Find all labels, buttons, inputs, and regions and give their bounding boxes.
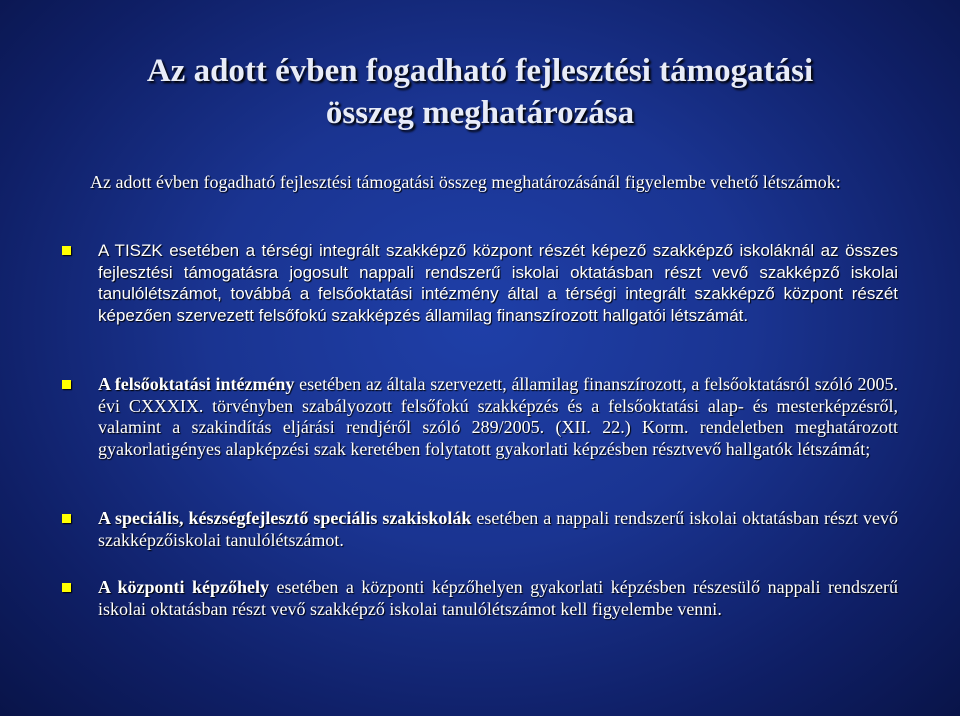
bullet-lead: A felsőoktatási intézmény — [98, 374, 295, 394]
title-line-1: Az adott évben fogadható fejlesztési támogatási — [146, 53, 814, 89]
bullet-text — [98, 508, 898, 551]
square-bullet-icon — [62, 514, 71, 523]
square-bullet-icon — [62, 380, 71, 389]
slide-title — [60, 50, 900, 134]
bullet-text — [98, 374, 898, 460]
bullet-text — [98, 577, 898, 620]
bullet-body: esetében a nappali rendszerű iskolai oktatásban részt vevő szakképzőiskolai tanulólétszámot. — [98, 508, 898, 550]
bullet-body: esetében a központi képzőhelyen gyakorlati képzésben részesülő nappali rendszerű iskolai oktatásban részt vevő szakképző iskolai tanulólétszámot kell figyelembe venni. — [98, 577, 898, 619]
bullet-lead: A központi képzőhely — [98, 577, 269, 597]
bullet-body: esetében az általa szervezett, államilag finanszírozott, a felsőoktatásról szóló 2005. évi CXXXIX. törvényben szabályozott felsőfokú szakképzés és a felsőoktatási alap- és mesterképzésről, valamint a szakindítás eljárási rendjéről szóló 289/2005. (XII. 22.) Korm. rendeletben meghatározott gyakorlatigényes alapképzési szak keretében folytatott gyakorlati képzésben résztvevő hallgatók létszámát; — [98, 374, 898, 459]
square-bullet-icon — [62, 246, 71, 255]
title-line-2: összeg meghatározása — [325, 95, 635, 131]
intro-paragraph: Az adott évben fogadható fejlesztési támogatási összeg meghatározásánál figyelembe vehető létszámok: — [90, 172, 841, 192]
bullet-text: A TISZK esetében a térségi integrált szakképző központ részét képező szakképző iskoláknál az összes fejlesztési támogatásra jogosult nappali rendszerű iskolai oktatásban részt vevő szakképző iskolai tanulólétszámot, továbbá a felsőoktatási intézmény által a térségi integrált szakképző központ részét képezően szervezett felsőfokú szakképzés államilag finanszírozott hallgatói létszámát. — [98, 241, 898, 325]
bullet-lead: A speciális, készségfejlesztő speciális szakiskolák — [98, 508, 472, 528]
square-bullet-icon — [62, 583, 71, 592]
